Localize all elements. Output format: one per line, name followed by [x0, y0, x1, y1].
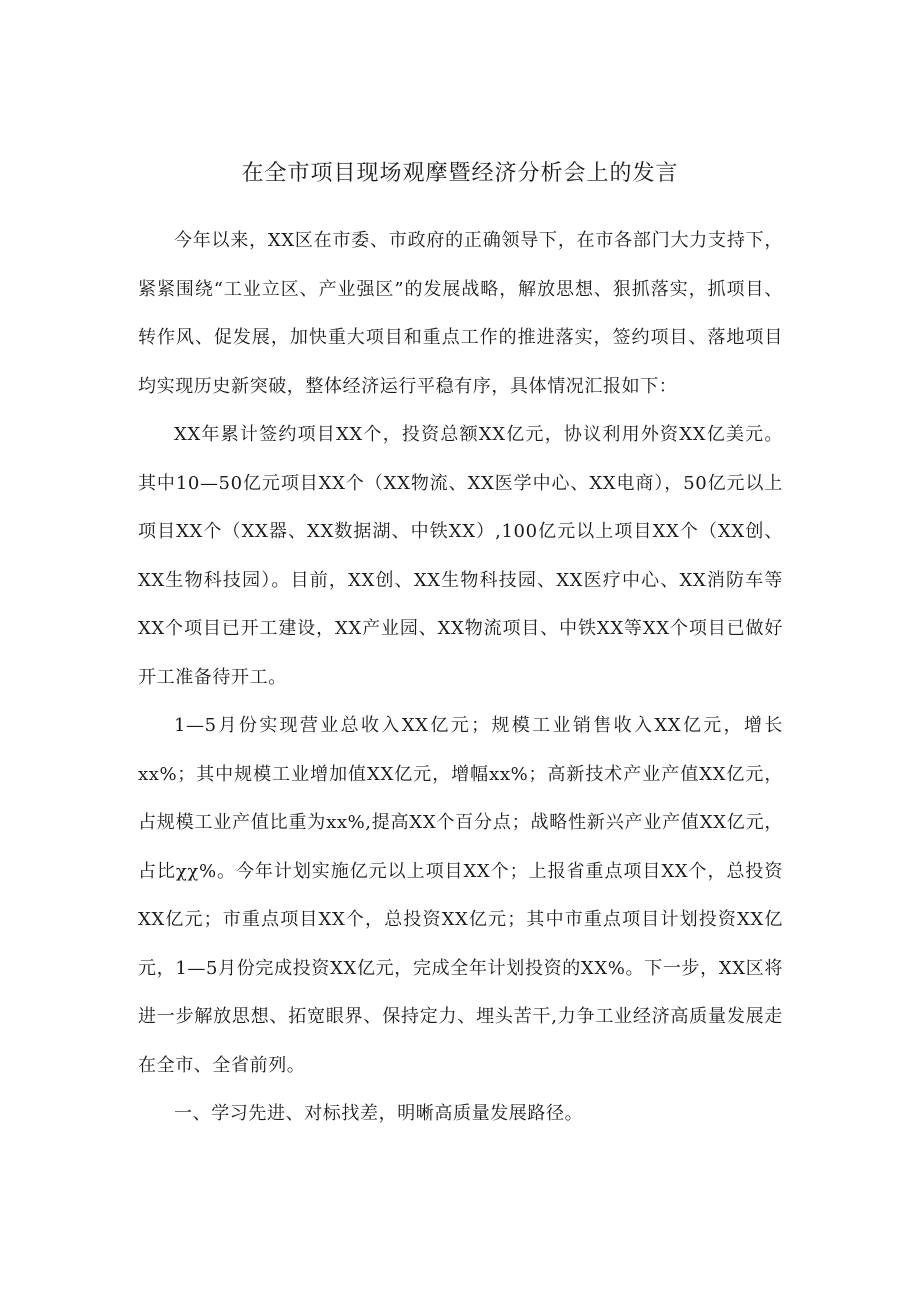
document-title: 在全市项目现场观摩暨经济分析会上的发言 [241, 161, 679, 186]
document-body [138, 217, 783, 1139]
paragraph-projects: XX年累计签约项目XX个，投资总额XX亿元，协议利用外资XX亿美元。其中10—50亿元项目XX个（XX物流、XX医学中心、XX电商），50亿元以上项目XX个（XX器、XX数据湖、中铁XX）,100亿元以上项目XX个（XX创、XX生物科技园）。目前，XX创、XX生物科技园、XX医疗中心、XX消防车等XX个项目已开工建设，XX产业园、XX物流项目、中铁XX等XX个项目已做好开工准备待开工。 [138, 424, 783, 688]
paragraph-economy: 1—5月份实现营业总收入XX亿元；规模工业销售收入XX亿元，增长xx%；其中规模工业增加值XX亿元，增幅xx%；高新技术产业产值XX亿元，占规模工业产值比重为xx%,提高XX个百分点；战略性新兴产业产值XX亿元，占比χχ%。今年计划实施亿元以上项目XX个；上报省重点项目XX个，总投资XX亿元；市重点项目XX个，总投资XX亿元；其中市重点项目计划投资XX亿元，1—5月份完成投资XX亿元，完成全年计划投资的XX%。下一步，XX区将进一步解放思想、拓宽眼界、保持定力、埋头苦干,力争工业经济高质量发展走在全市、全省前列。 [138, 715, 783, 1076]
paragraph-intro: 今年以来，XX区在市委、市政府的正确领导下，在市各部门大力支持下，紧紧围绕“工业立区、产业强区”的发展战略，解放思想、狠抓落实，抓项目、转作风、促发展，加快重大项目和重点工作的推进落实，签约项目、落地项目均实现历史新突破，整体经济运行平稳有序，具体情况汇报如下： [138, 230, 783, 397]
section-heading-1: 一、学习先进、对标找差，明晰高质量发展路径。 [174, 1103, 584, 1124]
